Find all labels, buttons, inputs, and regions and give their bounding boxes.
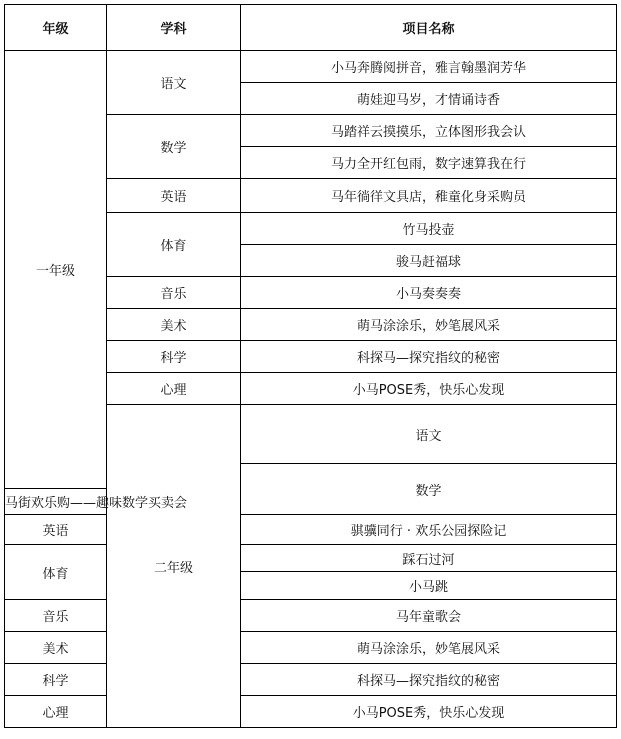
header-grade: 年级: [5, 5, 107, 51]
grade-cell: 一年级: [5, 51, 107, 489]
subject-cell: 语文: [241, 405, 617, 464]
header-row: [5, 5, 617, 51]
project-cell: 小马奔腾阅拼音，雅言翰墨润芳华: [241, 51, 617, 83]
header-subject: 学科: [107, 5, 241, 51]
project-cell: 马踏祥云摸摸乐，立体图形我会认: [241, 115, 617, 147]
subject-cell: 美术: [5, 632, 107, 664]
project-cell: 科探马—探究指纹的秘密: [241, 341, 617, 373]
table-row: [5, 51, 617, 83]
project-cell: 踩石过河: [241, 545, 617, 572]
project-cell: 马年童歌会: [241, 600, 617, 632]
project-cell: 小马POSE秀，快乐心发现: [241, 373, 617, 405]
subject-cell: 音乐: [5, 600, 107, 632]
table-row: [5, 545, 617, 572]
subject-cell: 科学: [107, 341, 241, 373]
project-cell: 萌马涂涂乐，妙笔展风采: [241, 632, 617, 664]
subject-cell: 心理: [5, 696, 107, 728]
subject-cell: 英语: [5, 515, 107, 545]
project-cell: 马街欢乐购——趣味数学买卖会: [5, 489, 107, 515]
project-cell: 马年徜徉文具店，稚童化身采购员: [241, 179, 617, 213]
subject-cell: 音乐: [107, 277, 241, 309]
header-project: 项目名称: [241, 5, 617, 51]
project-cell: 萌娃迎马岁，才情诵诗香: [241, 83, 617, 115]
table-row: [5, 515, 617, 545]
subject-cell: 科学: [5, 664, 107, 696]
project-cell: 小马跳: [241, 572, 617, 600]
project-cell: 骐骥同行 · 欢乐公园探险记: [241, 515, 617, 545]
table-row: [5, 632, 617, 664]
subject-cell: 语文: [107, 51, 241, 115]
project-cell: 萌马涂涂乐，妙笔展风采: [241, 309, 617, 341]
project-cell: 科探马—探究指纹的秘密: [241, 664, 617, 696]
grade-cell: 二年级: [107, 405, 241, 728]
subject-cell: 体育: [5, 545, 107, 600]
table-row: [5, 600, 617, 632]
table-row: [5, 696, 617, 728]
subject-cell: 数学: [107, 115, 241, 179]
project-cell: 小马奏奏奏: [241, 277, 617, 309]
project-cell: 小马POSE秀，快乐心发现: [241, 696, 617, 728]
project-cell: 骏马赶福球: [241, 245, 617, 277]
project-cell: 马力全开红包雨，数字速算我在行: [241, 147, 617, 179]
subject-cell: 英语: [107, 179, 241, 213]
project-cell: 竹马投壶: [241, 213, 617, 245]
subject-cell: 美术: [107, 309, 241, 341]
activity-table: [4, 4, 617, 728]
subject-cell: 数学: [241, 464, 617, 515]
subject-cell: 体育: [107, 213, 241, 277]
subject-cell: 心理: [107, 373, 241, 405]
table-row: [5, 664, 617, 696]
